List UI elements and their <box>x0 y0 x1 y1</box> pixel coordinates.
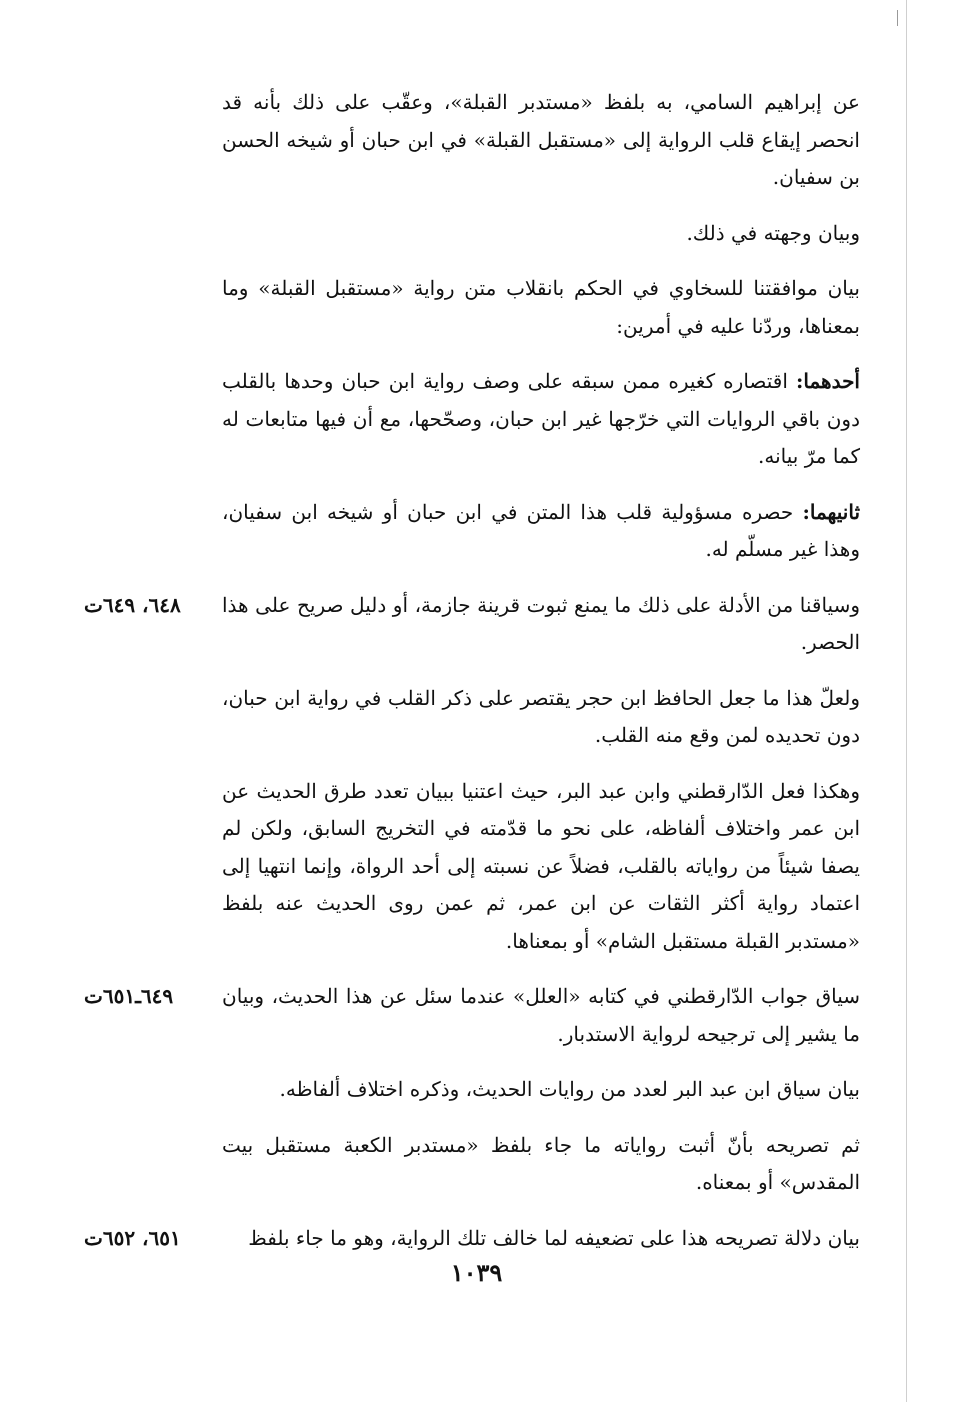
paragraph-text: ولعلّ هذا ما جعل الحافظ ابن حجر يقتصر على ذكر القلب في رواية ابن حبان، دون تحديده لمن وقع منه القلب. <box>222 685 860 747</box>
margin-reference: ٦٤٩ـ٦٥١ت <box>84 984 174 1008</box>
paragraph-text: بيان موافقتنا للسخاوي في الحكم بانقلاب متن رواية «مستقبل القبلة» وما بمعناها، وردّنا عليه في أمرين: <box>222 276 860 338</box>
page-number: ١٠٣٩ <box>450 1258 503 1287</box>
paragraph-row <box>0 494 953 569</box>
paragraph-row <box>0 270 953 345</box>
paragraph-row <box>0 773 953 961</box>
paragraph-text: بيان سياق ابن عبد البر لعدد من روايات الحديث، وذكره اختلاف ألفاظه. <box>279 1077 860 1101</box>
paragraph-text: بيان دلالة تصريحه هذا على تضعيفه لما خالف تلك الرواية، وهو ما جاء بلفظ <box>248 1225 860 1250</box>
paragraph-row <box>0 680 953 755</box>
margin-reference: ٦٤٨، ٦٤٩ت <box>84 592 181 617</box>
paragraph-row <box>0 1071 953 1109</box>
paragraph-body: حصره مسؤولية قلب هذا المتن في ابن حبان أو شيخه ابن سفيان، وهذا غير مسلّم له. <box>222 499 860 561</box>
paragraph-text: ثم تصريحه بأنّ أثبت رواياته ما جاء بلفظ «مستدبر الكعبة مستقبل بيت المقدس» أو بمعناه. <box>222 1132 860 1194</box>
margin-reference: ٦٥١، ٦٥٢ت <box>84 1225 181 1250</box>
paragraph-row <box>0 363 953 476</box>
paragraph-text <box>222 363 860 476</box>
page-body <box>0 84 953 1275</box>
edge-mark <box>897 10 898 26</box>
paragraph-text: وسياقنا من الأدلة على ذلك ما يمنع ثبوت قرينة جازمة، أو دليل صريح على هذا الحصر. <box>222 592 860 654</box>
paragraph-row <box>0 1127 953 1202</box>
paragraph-text: سياق جواب الدّارقطني في كتابه «العلل» عندما سئل عن هذا الحديث، وبيان ما يشير إلى ترجيحه لرواية الاستدبار. <box>222 984 860 1046</box>
paragraph-row <box>0 84 953 197</box>
paragraph-text: وبيان وجهته في ذلك. <box>686 220 860 245</box>
paragraph-body: اقتصاره كغيره ممن سبقه على وصف رواية ابن حبان وحدها بالقلب دون باقي الروايات التي خرّجها غير ابن حبان، وصحّحها، مع أن فيها متابعات له كما مرّ بيانه. <box>222 369 860 468</box>
paragraph-lead: ثانيهما: <box>802 499 861 524</box>
paragraph-row <box>0 978 953 1053</box>
paragraph-text: وهكذا فعل الدّارقطني وابن عبد البر، حيث اعتنيا ببيان تعدد طرق الحديث عن ابن عمر واختلاف ألفاظه، على نحو ما قدّمته في التخريج السابق، ولكن لم يصفا شيئاً من رواياته بالقلب، فضلاً عن نسبته إلى أحد الرواة، وإنما انتهيا إلى اعتماد رواية أكثر الثقات عن ابن عمر، ثم عمن روى الحديث عنه بلفظ «مستدبر القبلة مستقبل الشام» أو بمعناها. <box>222 778 860 953</box>
paragraph-lead: أحدهما: <box>795 369 860 393</box>
paragraph-row <box>0 587 953 662</box>
paragraph-row <box>0 215 953 253</box>
paragraph-text: عن إبراهيم السامي، به بلفظ «مستدبر القبلة»، وعقّب على ذلك بأنه قد انحصر إيقاع قلب الرواية إلى «مستقبل القبلة» في ابن حبان أو شيخه الحسن بن سفيان. <box>222 90 860 189</box>
paragraph-text <box>222 494 860 569</box>
paragraph-row <box>0 1220 953 1258</box>
